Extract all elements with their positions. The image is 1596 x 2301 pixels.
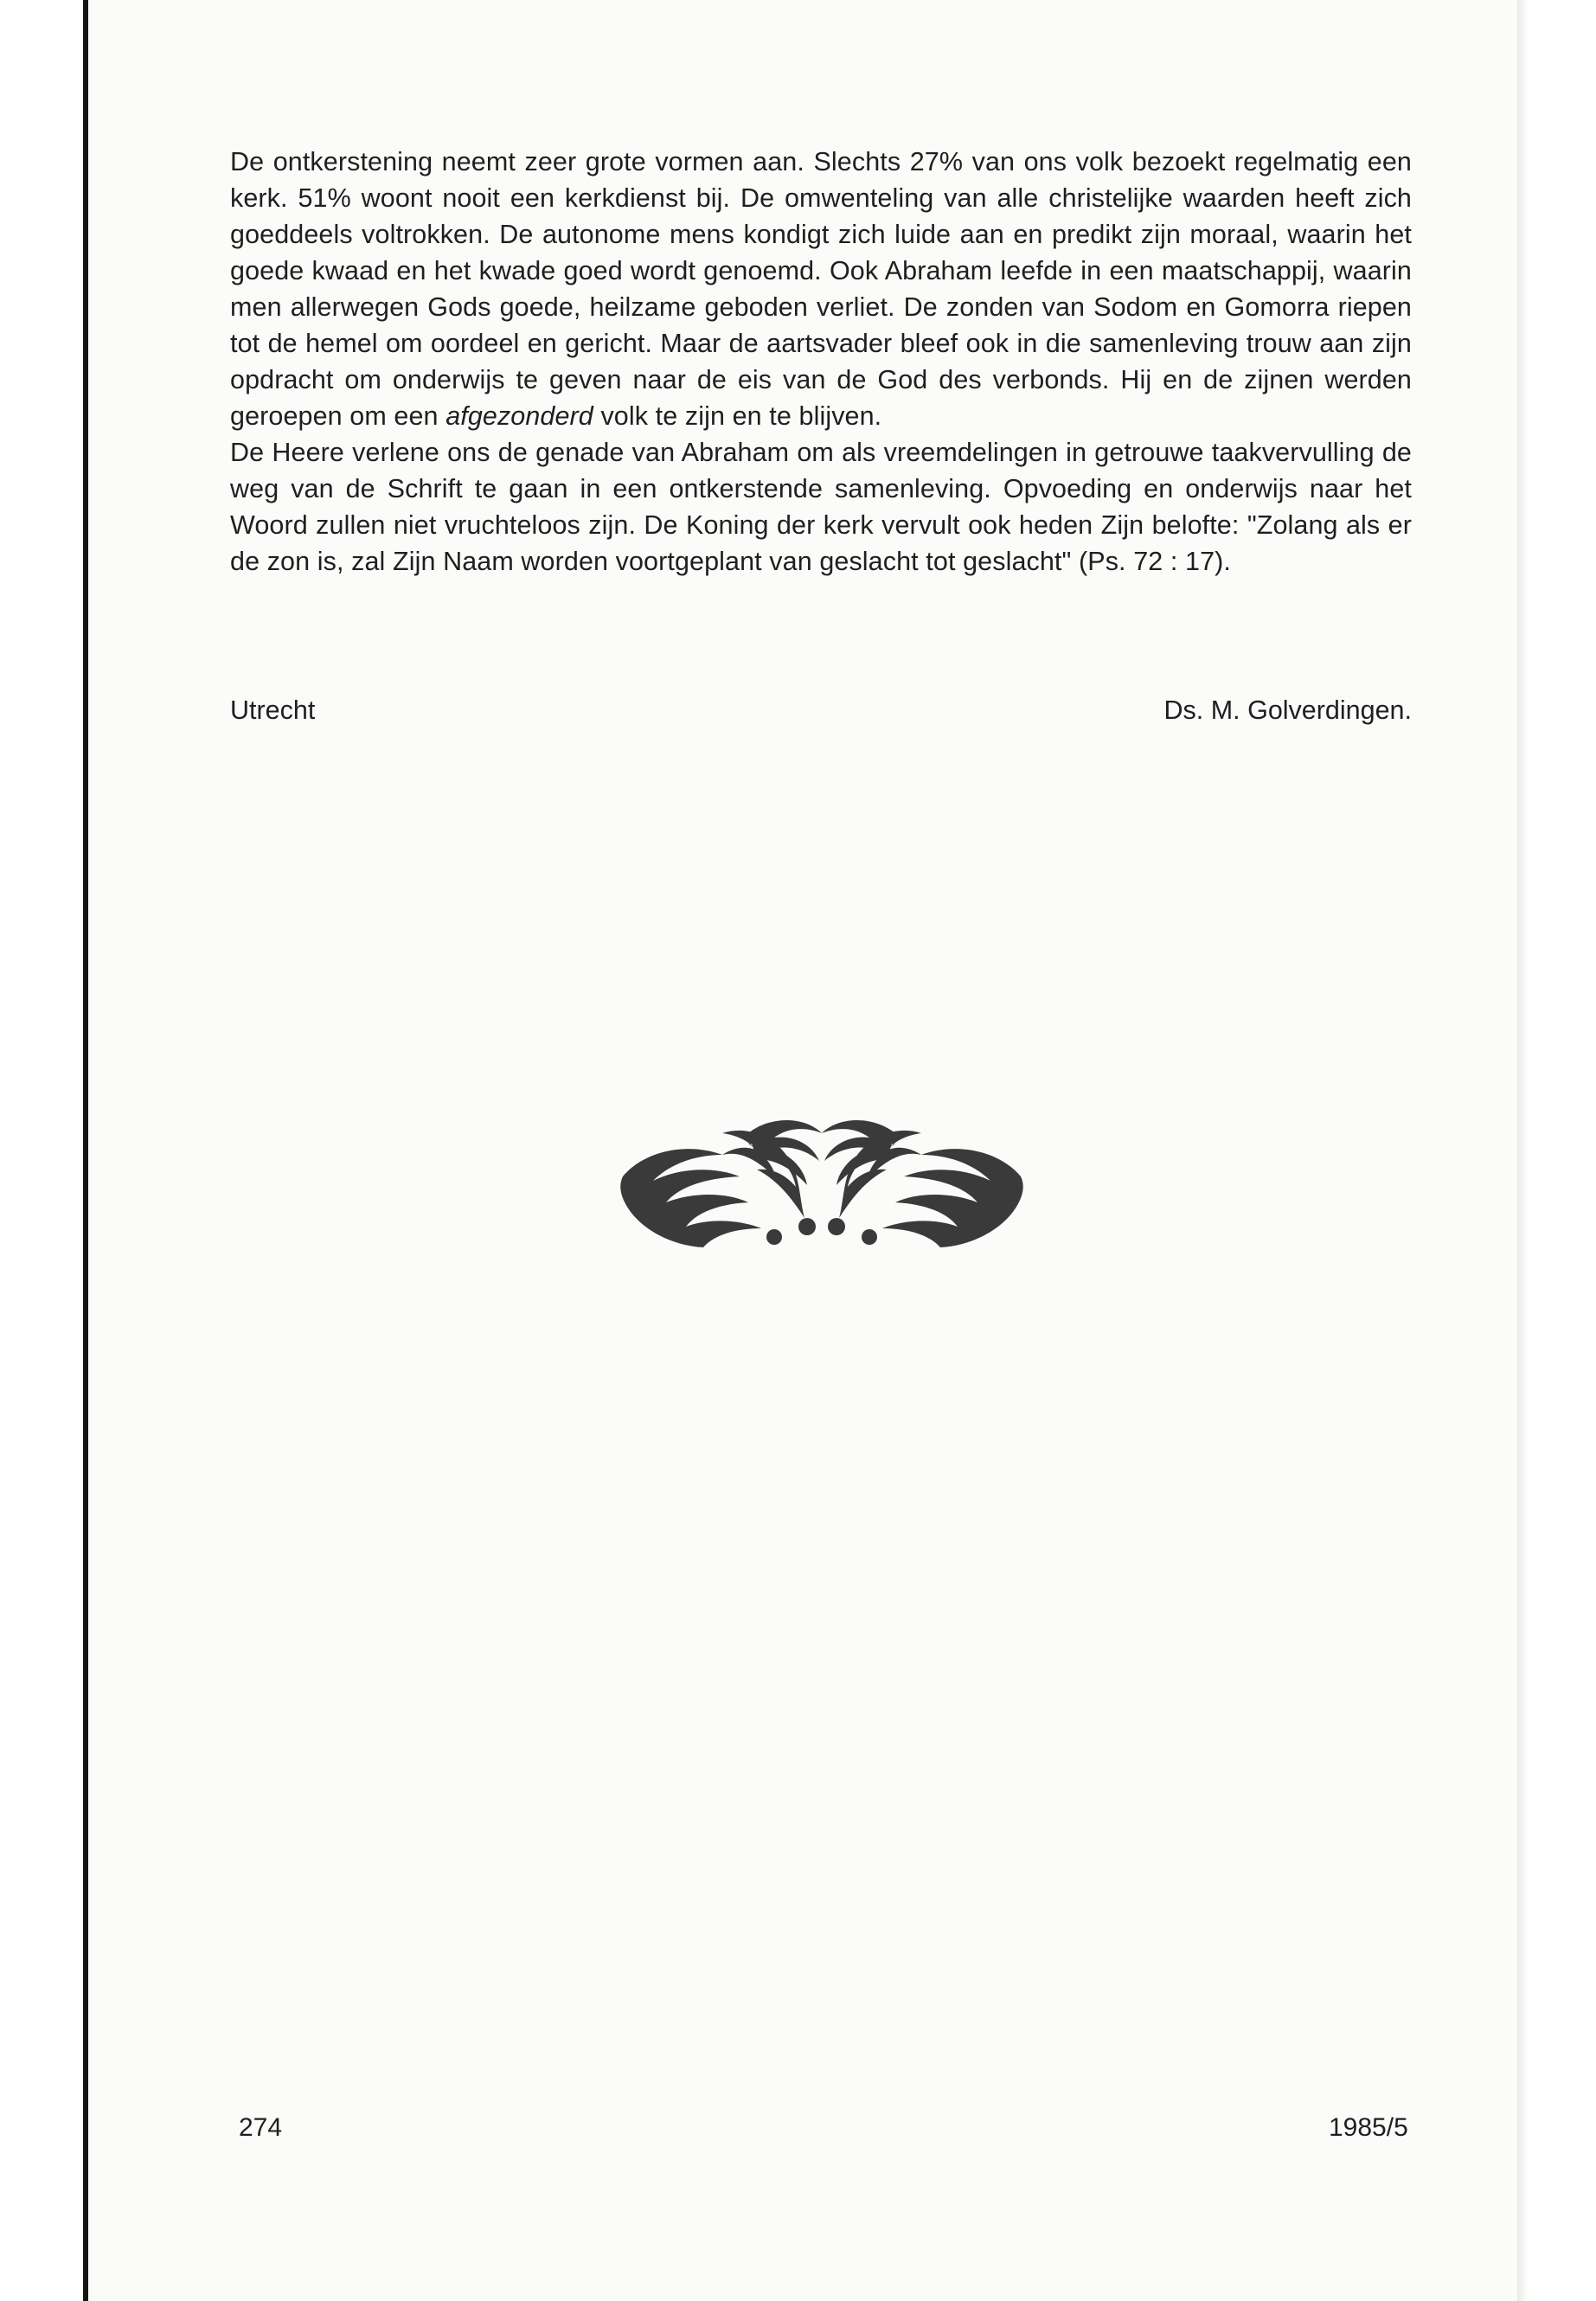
ornament-right-half (822, 1120, 1023, 1247)
paragraph-1 (230, 144, 1412, 434)
issue-number: 1985/5 (1329, 2113, 1408, 2142)
scan-background (0, 0, 83, 2301)
place-name: Utrecht (230, 695, 316, 725)
article-body (230, 144, 1412, 580)
page-number: 274 (239, 2113, 283, 2142)
paragraph-1-end: volk te zijn en te blijven. (593, 401, 882, 431)
paragraph-1-text: De ontkerstening neemt zeer grote vormen aan. Slechts 27% van ons volk bezoekt regelmatig een kerk. 51% woont nooit een kerkdienst bij. De omwenteling van alle christelijke waarden heeft zich goeddeels voltrokken. De autonome mens kondigt zich luide aan en predikt zijn moraal, waarin het goede kwaad en het kwade goed wordt genoemd. Ook Abraham leefde in een maatschappij, waarin men allerwegen Gods goede, heilzame geboden verliet. De zonden van Sodom en Gomorra riepen tot de hemel om oordeel en gericht. Maar de aartsvader bleef ook in die samenleving trouw aan zijn opdracht om onderwijs te geven naar de eis van de God des verbonds. Hij en de zijnen werden geroepen om een (230, 147, 1412, 431)
paragraph-2: De Heere verlene ons de genade van Abraham om als vreemdelingen in getrouwe taakvervulling de weg van de Schrift te gaan in een ontkerstende samenleving. Opvoeding en onderwijs naar het Woord zullen niet vruchteloos zijn. De Koning der kerk vervult ook heden Zijn belofte: "Zolang als er de zon is, zal Zijn Naam worden voortgeplant van geslacht tot geslacht" (Ps. 72 : 17). (230, 438, 1412, 576)
ornament-left-half (620, 1120, 822, 1247)
author-name: Ds. M. Golverdingen. (1163, 695, 1412, 725)
paragraph-1-italic: afgezonderd (445, 401, 593, 431)
signature-line (230, 692, 1412, 728)
floral-fleuron-icon (619, 1116, 1025, 1254)
